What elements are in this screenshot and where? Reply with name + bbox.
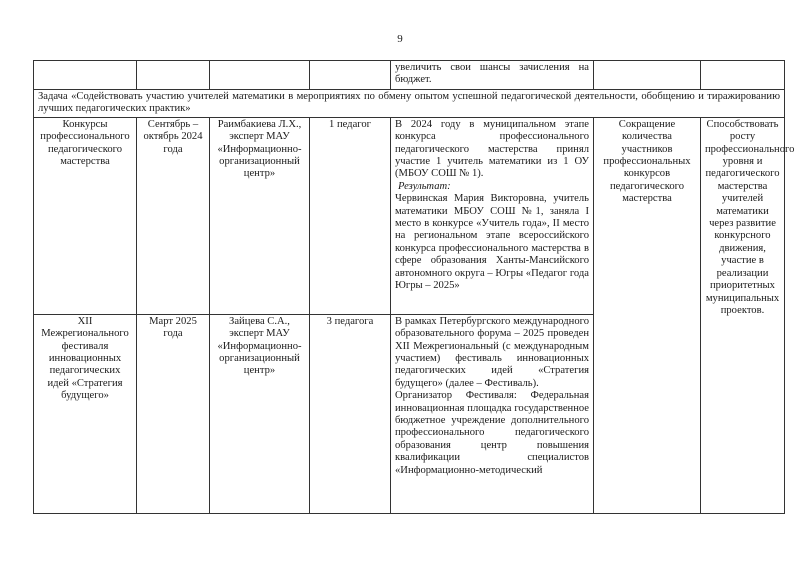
cell-empty <box>310 61 391 90</box>
cell-empty <box>137 61 210 90</box>
organizer-text: Организатор Фестиваля: Федеральная инновационная площадка государственное бюджетное учреждение дополнительного профессионального педагогического образования центр повышения квалификации специалистов «Информационно-методический <box>395 390 589 476</box>
cell-responsible: Зайцева С.А., эксперт МАУ «Информационно-организационный центр» <box>210 314 310 513</box>
cell-empty <box>34 61 137 90</box>
description-text: В рамках Петербургского международного образовательного форума – 2025 проведен XII Межрегиональный (с международным участием) фестиваль инновационных педагогических идей «Стратегия будущего» (далее – Фестиваль). <box>395 315 589 389</box>
cell-empty <box>701 61 785 90</box>
description-text: В 2024 году в муниципальном этапе конкурса профессионального педагогического мастерства принял участие 1 учитель математики из 1 ОУ (МБОУ СОШ № 1). <box>395 118 589 180</box>
result-label: Результат: <box>398 180 451 192</box>
cell-problem: Сокращение количества участников профессиональных конкурсов педагогического мастерства <box>594 117 701 513</box>
cell-event: XII Межрегионального фестиваля инновационных педагогических идей «Стратегия будущего» <box>34 314 137 513</box>
cell-dates: Сентябрь – октябрь 2024 года <box>137 117 210 314</box>
cell-empty <box>210 61 310 90</box>
cell-event: Конкурсы профессионального педагогического мастерства <box>34 117 137 314</box>
cell-result-tail: увеличить свои шансы зачисления на бюджет. <box>391 61 594 90</box>
cell-dates: Март 2025 года <box>137 314 210 513</box>
cell-effect: Способствовать росту профессионального уровня и педагогического мастерства учителей математики через развитие конкурсного движения, участие в реализации приоритетных муниципальных проектов. <box>701 117 785 513</box>
cell-participants: 3 педагога <box>310 314 391 513</box>
table-row <box>34 117 785 314</box>
cell-participants: 1 педагог <box>310 117 391 314</box>
result-text: Червинская Мария Викторовна, учитель математики МБОУ СОШ №1, заняла I место в конкурсе «Учитель года», II место на региональном этапе всероссийского конкурса профессионального мастерства в сфере образования Ханты-Мансийского автономного округа – Югры «Педагог года Югры – 2025» <box>395 193 589 292</box>
cell-description <box>391 314 594 513</box>
page-number: 9 <box>397 33 403 45</box>
table-row-previous <box>34 61 785 90</box>
cell-description <box>391 117 594 314</box>
activity-table <box>33 60 795 514</box>
task-row <box>34 90 785 118</box>
cell-empty <box>594 61 701 90</box>
cell-responsible: Раимбакиева Л.Х., эксперт МАУ «Информационно-организационный центр» <box>210 117 310 314</box>
task-heading: Задача «Содействовать участию учителей математики в мероприятиях по обмену опытом успешной педагогической деятельности, обобщению и тиражированию лучших педагогических практик» <box>34 90 785 118</box>
